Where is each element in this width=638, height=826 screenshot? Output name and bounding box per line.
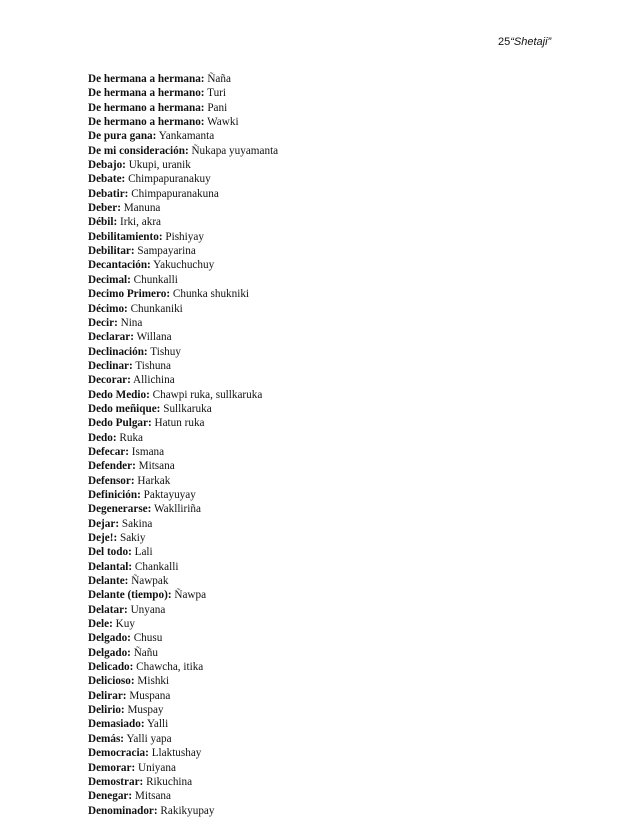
glossary-entry (88, 187, 278, 201)
glossary-entry (88, 230, 278, 244)
entry-translation: Ismana (131, 445, 165, 458)
glossary-entry (88, 459, 278, 473)
glossary-entry (88, 804, 278, 818)
glossary-entry (88, 474, 278, 488)
glossary-entry (88, 330, 278, 344)
entry-translation: Waklliriña (153, 503, 201, 516)
entry-translation: Manuna (123, 202, 161, 215)
glossary-entry (88, 287, 278, 301)
entry-translation: Irki, akra (120, 216, 162, 229)
glossary-entry (88, 775, 278, 789)
entry-translation: Pishiyay (165, 230, 204, 243)
glossary-entry (88, 631, 278, 645)
entry-translation: Chunkaniki (130, 302, 183, 315)
glossary-entry (88, 158, 278, 172)
entry-term: Demostrar: (88, 775, 144, 788)
entry-term: Debilitar: (88, 245, 135, 258)
entry-term: Declarar: (88, 331, 134, 344)
entry-translation: Mishki (137, 675, 170, 688)
entry-translation: Yankamanta (158, 130, 215, 143)
entry-translation: Chawcha, itika (136, 661, 204, 674)
entry-translation: Lali (134, 546, 153, 559)
entry-translation: Kuy (115, 618, 135, 631)
glossary-entry (88, 273, 278, 287)
entry-translation: Chunka shukniki (172, 288, 250, 301)
entry-translation: Chawpi ruka, sullkaruka (152, 388, 263, 401)
entry-term: Dedo meñique: (88, 402, 161, 415)
entry-term: Demás: (88, 732, 125, 745)
entry-translation: Chimpapuranakuy (128, 173, 211, 186)
entry-translation: Chankalli (134, 560, 179, 573)
entry-term: Decimo Primero: (88, 288, 171, 301)
entry-term: Delante: (88, 575, 129, 588)
glossary-entry (88, 674, 278, 688)
glossary-entry (88, 402, 278, 416)
entry-term: Dejar: (88, 517, 120, 530)
glossary-entry (88, 316, 278, 330)
glossary-entry (88, 302, 278, 316)
entry-translation: Uniyana (138, 761, 176, 774)
glossary-entry (88, 660, 278, 674)
entry-term: Declinar: (88, 359, 133, 372)
entry-term: Delantal: (88, 560, 133, 573)
glossary-entry (88, 86, 278, 100)
entry-translation: Ñukapa yuyamanta (191, 144, 279, 157)
entry-term: Defecar: (88, 445, 129, 458)
entry-term: Delatar: (88, 603, 128, 616)
entry-term: Del todo: (88, 546, 132, 559)
entry-term: Demorar: (88, 761, 136, 774)
entry-term: Delgado: (88, 632, 131, 645)
glossary-entry (88, 215, 278, 229)
entry-term: Defensor: (88, 474, 135, 487)
entry-term: De pura gana: (88, 130, 157, 143)
glossary-entry (88, 373, 278, 387)
glossary-entry (88, 445, 278, 459)
entry-translation: Willana (136, 331, 172, 344)
entry-translation: Mitsana (134, 790, 171, 803)
glossary-entry (88, 617, 278, 631)
entry-term: Denominador: (88, 804, 158, 817)
entry-term: Decantación: (88, 259, 151, 272)
entry-term: De hermano a hermana: (88, 101, 205, 114)
glossary-entry (88, 115, 278, 129)
entry-translation: Yalli (146, 718, 169, 731)
entry-term: Demasiado: (88, 718, 145, 731)
entry-term: De mi consideración: (88, 144, 189, 157)
entry-translation: Yalli yapa (126, 732, 172, 745)
entry-translation: Turi (207, 87, 227, 100)
entry-term: Delgado: (88, 646, 131, 659)
entry-term: Degenerarse: (88, 503, 152, 516)
entry-term: Defender: (88, 460, 136, 473)
entry-translation: Rakikyupay (160, 804, 215, 817)
entry-term: Delirio: (88, 704, 125, 717)
glossary-entry (88, 531, 278, 545)
entry-translation: Ukupi, uranik (128, 159, 191, 172)
entry-term: Decorar: (88, 374, 131, 387)
glossary-entry (88, 345, 278, 359)
entry-term: Decimal: (88, 273, 131, 286)
glossary-entry (88, 717, 278, 731)
entry-translation: Yakuchuchuy (153, 259, 215, 272)
entry-translation: Sullkaruka (163, 402, 212, 415)
glossary-entry (88, 431, 278, 445)
entry-term: Delicado: (88, 661, 134, 674)
entry-translation: Sakiy (119, 532, 146, 544)
glossary-entry (88, 129, 278, 143)
glossary-entry (88, 101, 278, 115)
glossary-entry (88, 560, 278, 574)
entry-term: Dedo: (88, 431, 117, 444)
entry-term: De hermana a hermano: (88, 87, 205, 100)
entry-translation: Ñañu (133, 646, 158, 659)
glossary-entry (88, 789, 278, 803)
glossary-entry (88, 258, 278, 272)
entry-term: Debatir: (88, 187, 129, 200)
glossary-entry (88, 732, 278, 746)
entry-translation: Mitsana (138, 460, 175, 473)
page-number: 25 (498, 36, 511, 48)
entry-term: Denegar: (88, 790, 133, 803)
glossary-entry (88, 416, 278, 430)
entry-translation: Tishuna (135, 359, 171, 372)
glossary-entry (88, 603, 278, 617)
glossary-entry (88, 588, 278, 602)
glossary-entry (88, 72, 278, 86)
entry-translation: Muspay (127, 704, 164, 717)
entry-term: Deje!: (88, 532, 118, 544)
glossary-entry (88, 388, 278, 402)
entry-translation: Sakina (121, 517, 153, 530)
entry-translation: Ñaña (207, 73, 231, 85)
entry-translation: Llaktushay (151, 747, 202, 760)
entry-term: Deber: (88, 202, 121, 215)
entry-term: Decir: (88, 316, 118, 329)
entry-translation: Unyana (130, 603, 166, 616)
entry-translation: Ñawpa (174, 589, 207, 602)
entry-translation: Tishuy (150, 345, 181, 358)
entry-term: Democracia: (88, 747, 149, 760)
entry-translation: Hatun ruka (154, 417, 205, 430)
glossary-entry (88, 574, 278, 588)
entry-term: Dedo Medio: (88, 388, 150, 401)
entry-translation: Wawki (207, 116, 239, 129)
entry-term: Dele: (88, 618, 113, 631)
glossary-entry (88, 359, 278, 373)
entry-translation: Harkak (137, 474, 171, 487)
entry-translation: Paktayuyay (143, 488, 196, 501)
glossary-entry (88, 646, 278, 660)
glossary-entry (88, 488, 278, 502)
glossary-entry (88, 746, 278, 760)
glossary-entry (88, 144, 278, 158)
glossary-entry (88, 502, 278, 516)
entry-translation: Chunkalli (133, 273, 178, 286)
entry-translation: Allichina (133, 374, 175, 387)
entry-term: Dedo Pulgar: (88, 417, 152, 430)
entry-term: Debate: (88, 173, 126, 186)
entry-term: Décimo: (88, 302, 128, 315)
entry-term: De hermana a hermana: (88, 73, 205, 85)
entry-term: Delirar: (88, 689, 127, 702)
entry-term: Definición: (88, 488, 141, 501)
entry-translation: Rikuchina (146, 775, 193, 788)
glossary-entry (88, 689, 278, 703)
entry-translation: Muspana (129, 689, 171, 702)
running-title: “Shetaji” (510, 36, 552, 48)
glossary-entry (88, 172, 278, 186)
entry-translation: Nina (120, 316, 143, 329)
entry-translation: Pani (207, 101, 228, 114)
glossary-entry (88, 703, 278, 717)
glossary-list (88, 72, 278, 818)
glossary-entry (88, 761, 278, 775)
entry-translation: Sampayarina (137, 245, 196, 258)
entry-term: Debajo: (88, 159, 126, 172)
entry-term: Delicioso: (88, 675, 135, 688)
entry-translation: Ñawpak (131, 575, 169, 588)
entry-term: Débil: (88, 216, 118, 229)
glossary-entry (88, 517, 278, 531)
entry-term: Delante (tiempo): (88, 589, 172, 602)
entry-translation: Ruka (119, 431, 144, 444)
entry-term: Declinación: (88, 345, 148, 358)
glossary-entry (88, 244, 278, 258)
glossary-entry (88, 545, 278, 559)
entry-term: Debilitamiento: (88, 230, 163, 243)
entry-translation: Chusu (133, 632, 163, 645)
glossary-entry (88, 201, 278, 215)
entry-translation: Chimpapuranakuna (131, 187, 219, 200)
page-header (498, 36, 551, 48)
entry-term: De hermano a hermano: (88, 116, 205, 129)
